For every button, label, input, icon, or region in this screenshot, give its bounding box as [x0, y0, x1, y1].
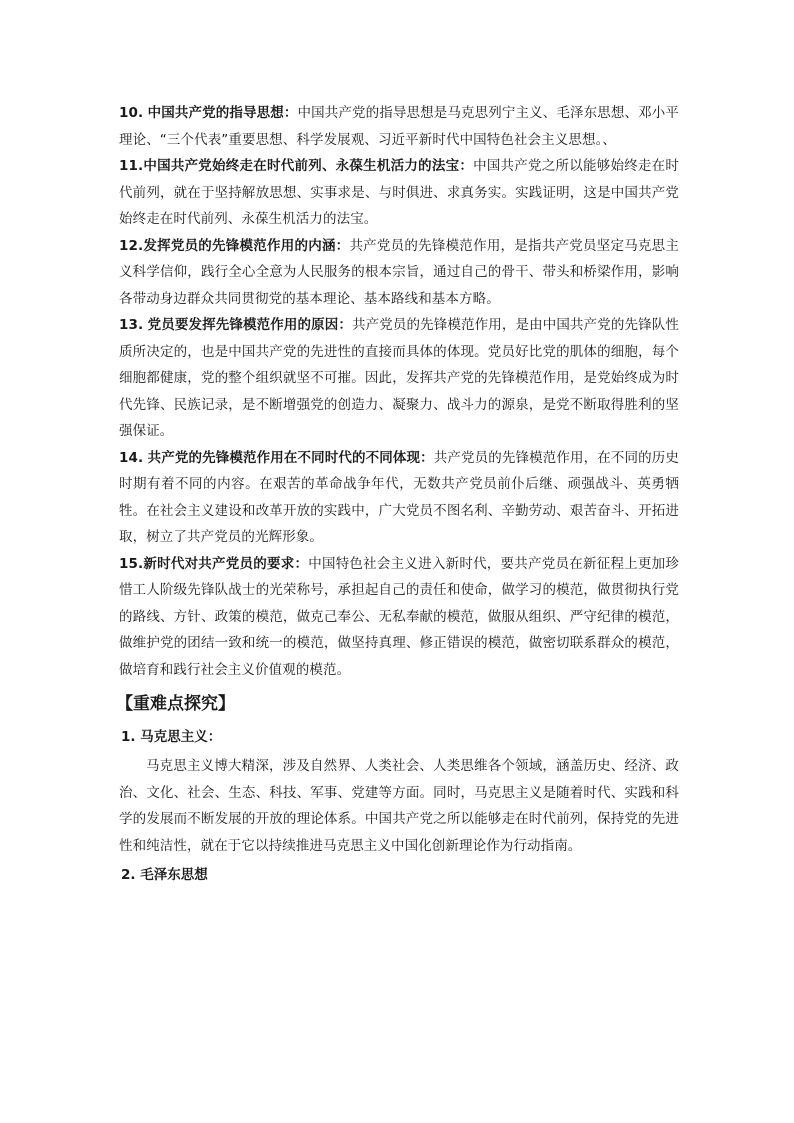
item-11-text: 中国共产党之所以能够始终走在时代前列，就在于坚持解放思想、实事求是、与时俱进、求真务实。实践证明，这是中国共产党始终走在时代前列、永葆生机活力的法宝。 [119, 158, 680, 227]
section-title: 【重难点探究】 [116, 694, 235, 714]
sub-heading-mao-thought: 2. 毛泽东思想 [121, 867, 208, 883]
item-14-num: 14. [119, 449, 144, 466]
item-10-title: 中国共产党的指导思想： [147, 105, 298, 121]
sub-heading-marxism: 1. 马克思主义： [121, 729, 222, 745]
item-14-title: 共产党的先锋模范作用在不同时代的不同体现： [147, 449, 434, 466]
item-12-title: 发挥党员的先锋模范作用的内涵： [143, 237, 350, 254]
item-12-text: 共产党员的先锋模范作用，是指共产党员坚定马克思主义科学信仰，践行全心全意为人民服务的根本宗旨，通过自己的骨干、带头和桥梁作用，影响各带动身边群众共同贯彻党的基本理论、基本路线和基本方略。 [119, 237, 680, 307]
item-12-num: 12. [119, 237, 144, 254]
item-15 [119, 551, 679, 684]
marxism-paragraph: 马克思主义博大精深，涉及自然界、人类社会、人类思维各个领域，涵盖历史、经济、政治、文化、社会、生态、科技、军事、党建等方面。同时，马克思主义是随着时代、实践和科学的发展而不断发展的开放的理论体系。中国共产党之所以能够走在时代前列，保持党的先进性和纯洁性，就在于它以持续推进马克思主义中国化创新理论作为行动指南。 [119, 758, 679, 854]
item-15-title: 新时代对共产党员的要求： [143, 555, 309, 572]
item-13 [119, 312, 679, 445]
item-13-text: 共产党员的先锋模范作用，是由中国共产党的先锋队性质所决定的，也是中国共产党的先进性的直接而具体的体现。党员好比党的肌体的细胞，每个细胞都健康，党的整个组织就坚不可摧。因此，发挥共产党的先锋模范作用，是党始终成为时代先锋、民族记录，是不断增强党的创造力、凝聚力、战斗力的源泉，是党不断取得胜利的坚强保证。 [119, 317, 679, 439]
page-content [116, 100, 680, 891]
item-10-num: 10. [119, 105, 144, 121]
item-14 [119, 445, 679, 551]
item-11 [119, 153, 679, 233]
item-10-text: 中国共产党的指导思想是马克思列宁主义、毛泽东思想、邓小平理论、“三个代表”重要思想、科学发展观、习近平新时代中国特色社会主义思想。、 [119, 105, 679, 148]
item-11-title: 中国共产党始终走在时代前列、永葆生机活力的法宝： [143, 158, 474, 174]
item-14-text: 共产党员的先锋模范作用，在不同的历史时期有着不同的内容。在艰苦的革命战争年代，无数共产党员前仆后继、顽强战斗、英勇牺牲。在社会主义建设和改革开放的实践中，广大党员不图名利、辛勤劳动、艰苦奋斗、开拓进取，树立了共产党员的光辉形象。 [119, 449, 679, 545]
item-15-num: 15. [119, 555, 144, 572]
item-15-text: 中国特色社会主义进入新时代，要共产党员在新征程上更加珍惜工人阶级先锋队战士的光荣称号，承担起自己的责任和使命，做学习的模范，做贯彻执行党的路线、方针、政策的模范，做克己奉公、无私奉献的模范，做服从组织、严守纪律的模范，做维护党的团结一致和统一的模范，做坚持真理、修正错误的模范，做密切联系群众的模范，做培育和践行社会主义价值观的模范。 [119, 555, 680, 678]
item-10 [119, 100, 679, 153]
item-12 [119, 233, 679, 313]
item-11-num: 11. [119, 158, 144, 174]
item-13-title: 党员要发挥先锋模范作用的原因： [147, 317, 353, 333]
item-13-num: 13. [119, 317, 144, 333]
